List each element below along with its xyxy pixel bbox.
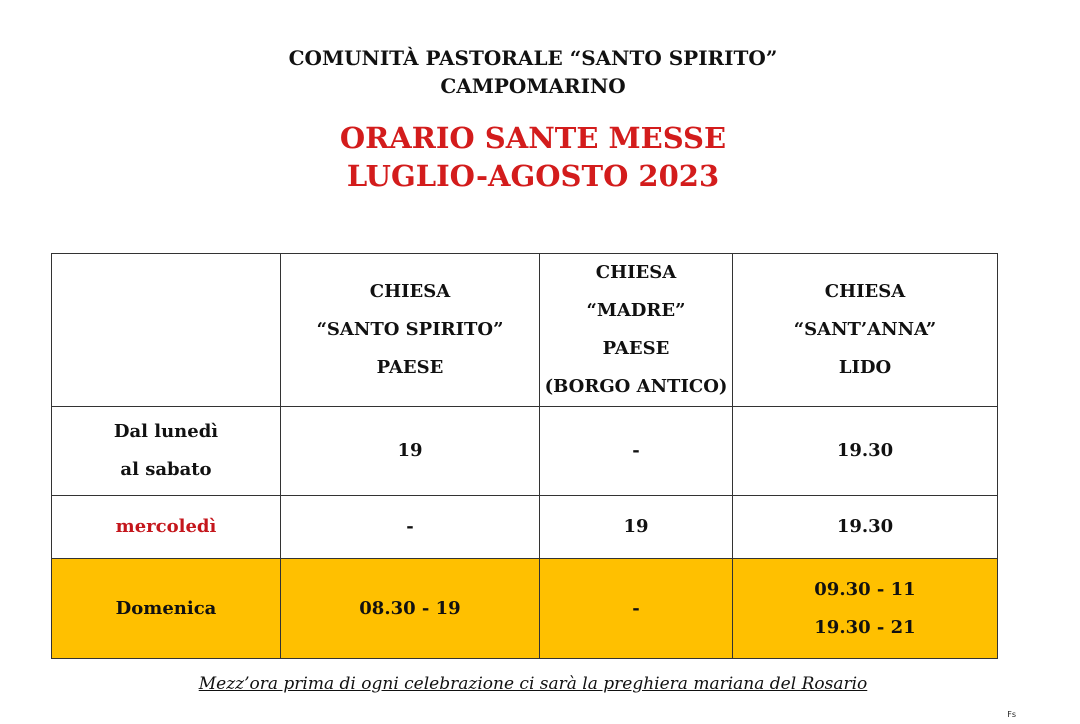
organization-name: COMUNITÀ PASTORALE “SANTO SPIRITO” bbox=[288, 46, 778, 70]
time-cell: 08.30 - 19 bbox=[281, 559, 540, 659]
time-cell: - bbox=[281, 496, 540, 559]
row-label-weekdays: Dal lunedì al sabato bbox=[52, 407, 281, 496]
header-church-santo-spirito: CHIESA “SANTO SPIRITO” PAESE bbox=[281, 254, 540, 407]
title-line-2: LUGLIO-AGOSTO 2023 bbox=[346, 159, 720, 193]
organization-location: CAMPOMARINO bbox=[440, 74, 626, 98]
time-cell: - bbox=[540, 559, 733, 659]
time-cell: - bbox=[540, 407, 733, 496]
row-label-wednesday: mercoledì bbox=[52, 496, 281, 559]
footer-note: Mezz’ora prima di ogni celebrazione ci sarà la preghiera mariana del Rosario bbox=[198, 674, 868, 694]
header-church-madre: CHIESA “MADRE” PAESE (BORGO ANTICO) bbox=[540, 254, 733, 407]
table-row bbox=[52, 407, 998, 496]
header-empty-cell bbox=[52, 254, 281, 407]
header-church-santanna: CHIESA “SANT’ANNA” LIDO bbox=[733, 254, 998, 407]
time-cell: 19 bbox=[281, 407, 540, 496]
row-label-sunday: Domenica bbox=[52, 559, 281, 659]
mass-schedule-table bbox=[51, 253, 998, 659]
time-cell: 19.30 bbox=[733, 496, 998, 559]
document-title bbox=[0, 119, 1066, 195]
table-row bbox=[52, 496, 998, 559]
title-line-1: ORARIO SANTE MESSE bbox=[339, 121, 727, 155]
time-cell: 09.30 - 11 19.30 - 21 bbox=[733, 559, 998, 659]
watermark-text: Fs bbox=[1007, 710, 1016, 719]
table-header-row bbox=[52, 254, 998, 407]
organization-header bbox=[0, 44, 1066, 100]
time-cell: 19.30 bbox=[733, 407, 998, 496]
time-cell: 19 bbox=[540, 496, 733, 559]
table-row-sunday bbox=[52, 559, 998, 659]
